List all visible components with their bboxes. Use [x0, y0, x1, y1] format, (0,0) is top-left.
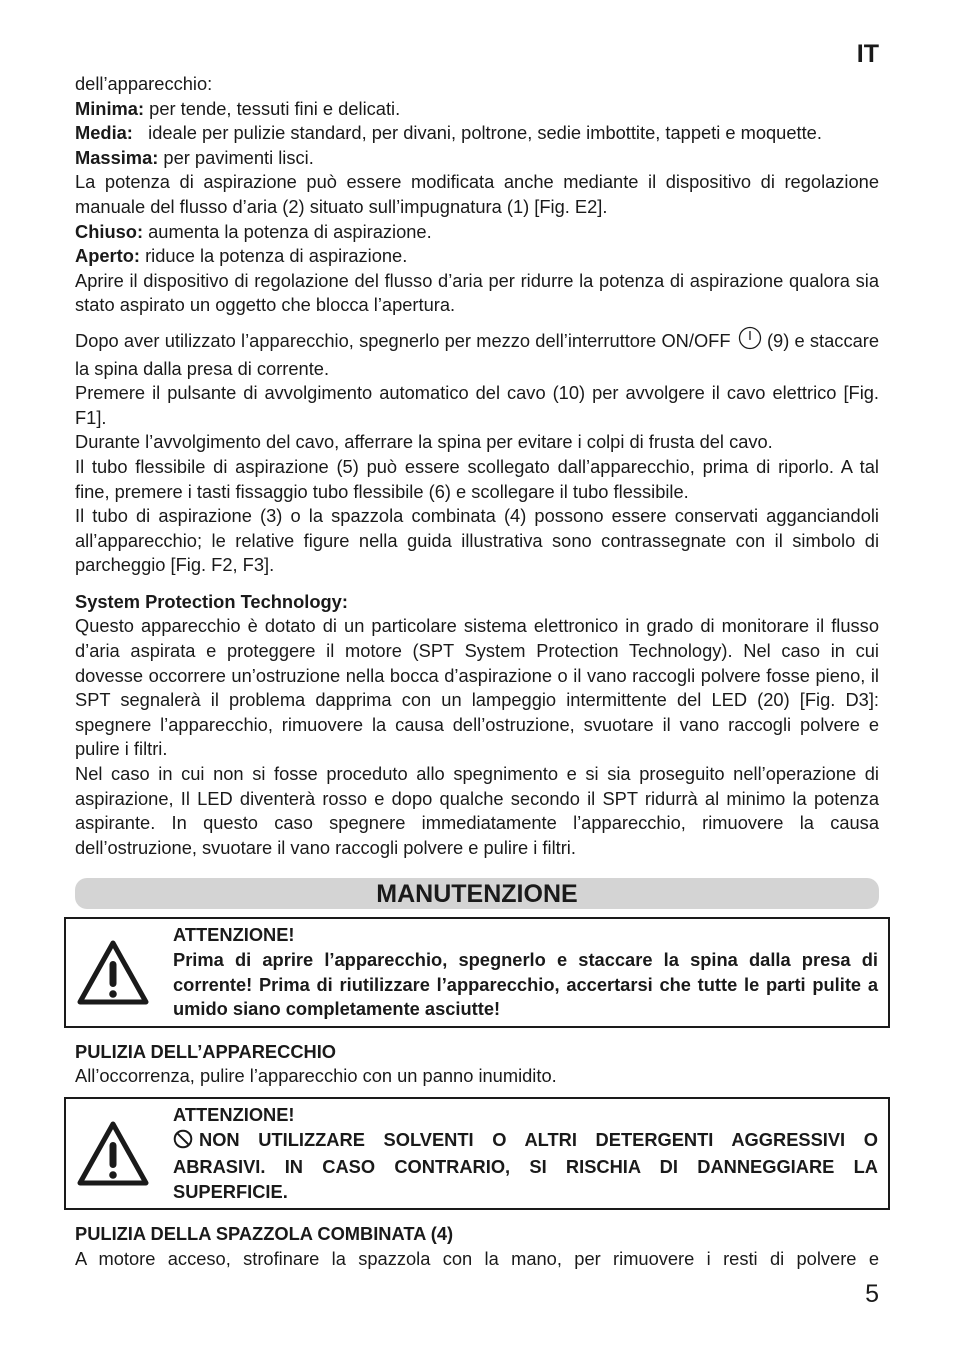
section-title-manutenzione: MANUTENZIONE: [75, 878, 879, 909]
text-massima: per pavimenti lisci.: [158, 146, 314, 168]
cleaning-text: All’occorrenza, pulire l’apparecchio con un panno inumidito.: [75, 1065, 557, 1087]
label-media: Media:: [75, 122, 133, 144]
paragraph: dell’apparecchio:: [75, 73, 213, 94]
paragraph-massima: [75, 146, 879, 171]
label-minima: Minima:: [75, 97, 145, 119]
warning-triangle-icon: [76, 1120, 150, 1195]
warning-title: ATTENZIONE!: [173, 924, 295, 946]
label-aperto: Aperto:: [75, 245, 140, 267]
text-onoff-a: Dopo aver utilizzato l’apparecchio, spegnerlo per mezzo dell’interruttore ON/OFF: [75, 329, 736, 351]
paragraph-aperto: [75, 244, 879, 269]
paragraph: Il tubo flessibile di aspirazione (5) può essere scollegato dall’apparecchio, prima di riporlo. A tal fine, premere i tasti fissaggio tubo flessibile (6) e scollegare il tubo flessibile.: [75, 455, 879, 502]
paragraph-chiuso: [75, 220, 879, 245]
warning-triangle-icon: [76, 939, 150, 1014]
warning-title: ATTENZIONE!: [173, 1103, 295, 1125]
language-label: IT: [856, 40, 879, 68]
paragraph: Il tubo di aspirazione (3) o la spazzola combinata (4) possono essere conservati agganciandoli all’apparecchio; le relative figure nella guida illustrativa sono contrassegnate con il simbolo di parcheggio [Fig. F2, F3].: [75, 505, 879, 576]
page-content: [75, 72, 879, 1272]
page-number: 5: [865, 1280, 879, 1308]
paragraph-media: [75, 121, 879, 146]
paragraph-onoff: [75, 326, 879, 381]
text-aperto: riduce la potenza di aspirazione.: [140, 245, 408, 267]
cleaning-heading: PULIZIA DELL’APPARECCHIO: [75, 1040, 337, 1062]
paragraph-minima: [75, 97, 879, 122]
paragraph: Durante l’avvolgimento del cavo, afferrare la spina per evitare i colpi di frusta del cavo.: [75, 431, 773, 453]
paragraph: Aprire il dispositivo di regolazione del flusso d’aria per ridurre la potenza di aspirazione qualora sia stato aspirato un oggetto che blocca l’apertura.: [75, 269, 879, 316]
label-massima: Massima:: [75, 146, 159, 168]
spt-paragraph: Questo apparecchio è dotato di un particolare sistema elettronico in grado di monitorare il flusso d’aria aspirata e proteggere il motore (SPT System Protection Technology). Nel caso in cui dovesse occorrere un’ostruzione nella bocca d’aspirazione o il vano raccogli polvere fosse pieno, il SPT segnalerà il problema dapprima con un lampeggio intermittente del LED (20) [Fig. D3]: spegnere l’apparecchio, rimuovere la causa dell’ostruzione, svuotare il vano raccogli polvere e pulire i filtri.: [75, 615, 879, 760]
label-chiuso: Chiuso:: [75, 220, 144, 242]
paragraph: La potenza di aspirazione può essere modificata anche mediante il dispositivo di regolazione manuale del flusso d’aria (2) situato sull’impugnatura (1) [Fig. E2].: [75, 171, 879, 217]
paragraph: Premere il pulsante di avvolgimento automatico del cavo (10) per avvolgere il cavo elettrico [Fig. F1].: [75, 382, 879, 428]
spt-heading: System Protection Technology:: [75, 590, 348, 612]
text-onoff-b: (9) e staccare la spina dalla presa di corrente.: [75, 329, 880, 379]
warning-box: [64, 1097, 890, 1210]
warning-box: [64, 917, 890, 1027]
brush-heading: PULIZIA DELLA SPAZZOLA COMBINATA (4): [75, 1223, 454, 1245]
text-chiuso: aumenta la potenza di aspirazione.: [143, 220, 432, 242]
brush-text: A motore acceso, strofinare la spazzola con la mano, per rimuovere i resti di polvere e: [75, 1247, 879, 1269]
warning-text: Prima di aprire l’apparecchio, spegnerlo e staccare la spina dalla presa di corrente! Prima di riutilizzare l’apparecchio, accertarsi che tutte le parti pulite a umido siano completamente asciutte!: [173, 949, 878, 1020]
spt-paragraph: Nel caso in cui non si fosse proceduto allo spegnimento e si sia proseguito nell’operazione di aspirazione, Il LED diventerà rosso e dopo qualche secondo il SPT ridurrà al minimo la potenza aspirante. In questo caso spegnere immediatamente l’apparecchio, rimuovere la causa dell’ostruzione, svuotare il vano raccogli polvere e pulire i filtri.: [75, 763, 879, 858]
text-media: ideale per pulizie standard, per divani, poltrone, sedie imbottite, tappeti e moquette.: [132, 122, 822, 144]
text-minima: per tende, tessuti fini e delicati.: [144, 97, 401, 119]
prohibited-icon: [173, 1129, 193, 1156]
power-icon: [738, 326, 762, 357]
warning-text: NON UTILIZZARE SOLVENTI O ALTRI DETERGENTI AGGRESSIVI O ABRASIVI. IN CASO CONTRARIO, SI RISCHIA DI DANNEGGIARE LA SUPERFICIE.: [173, 1128, 878, 1202]
